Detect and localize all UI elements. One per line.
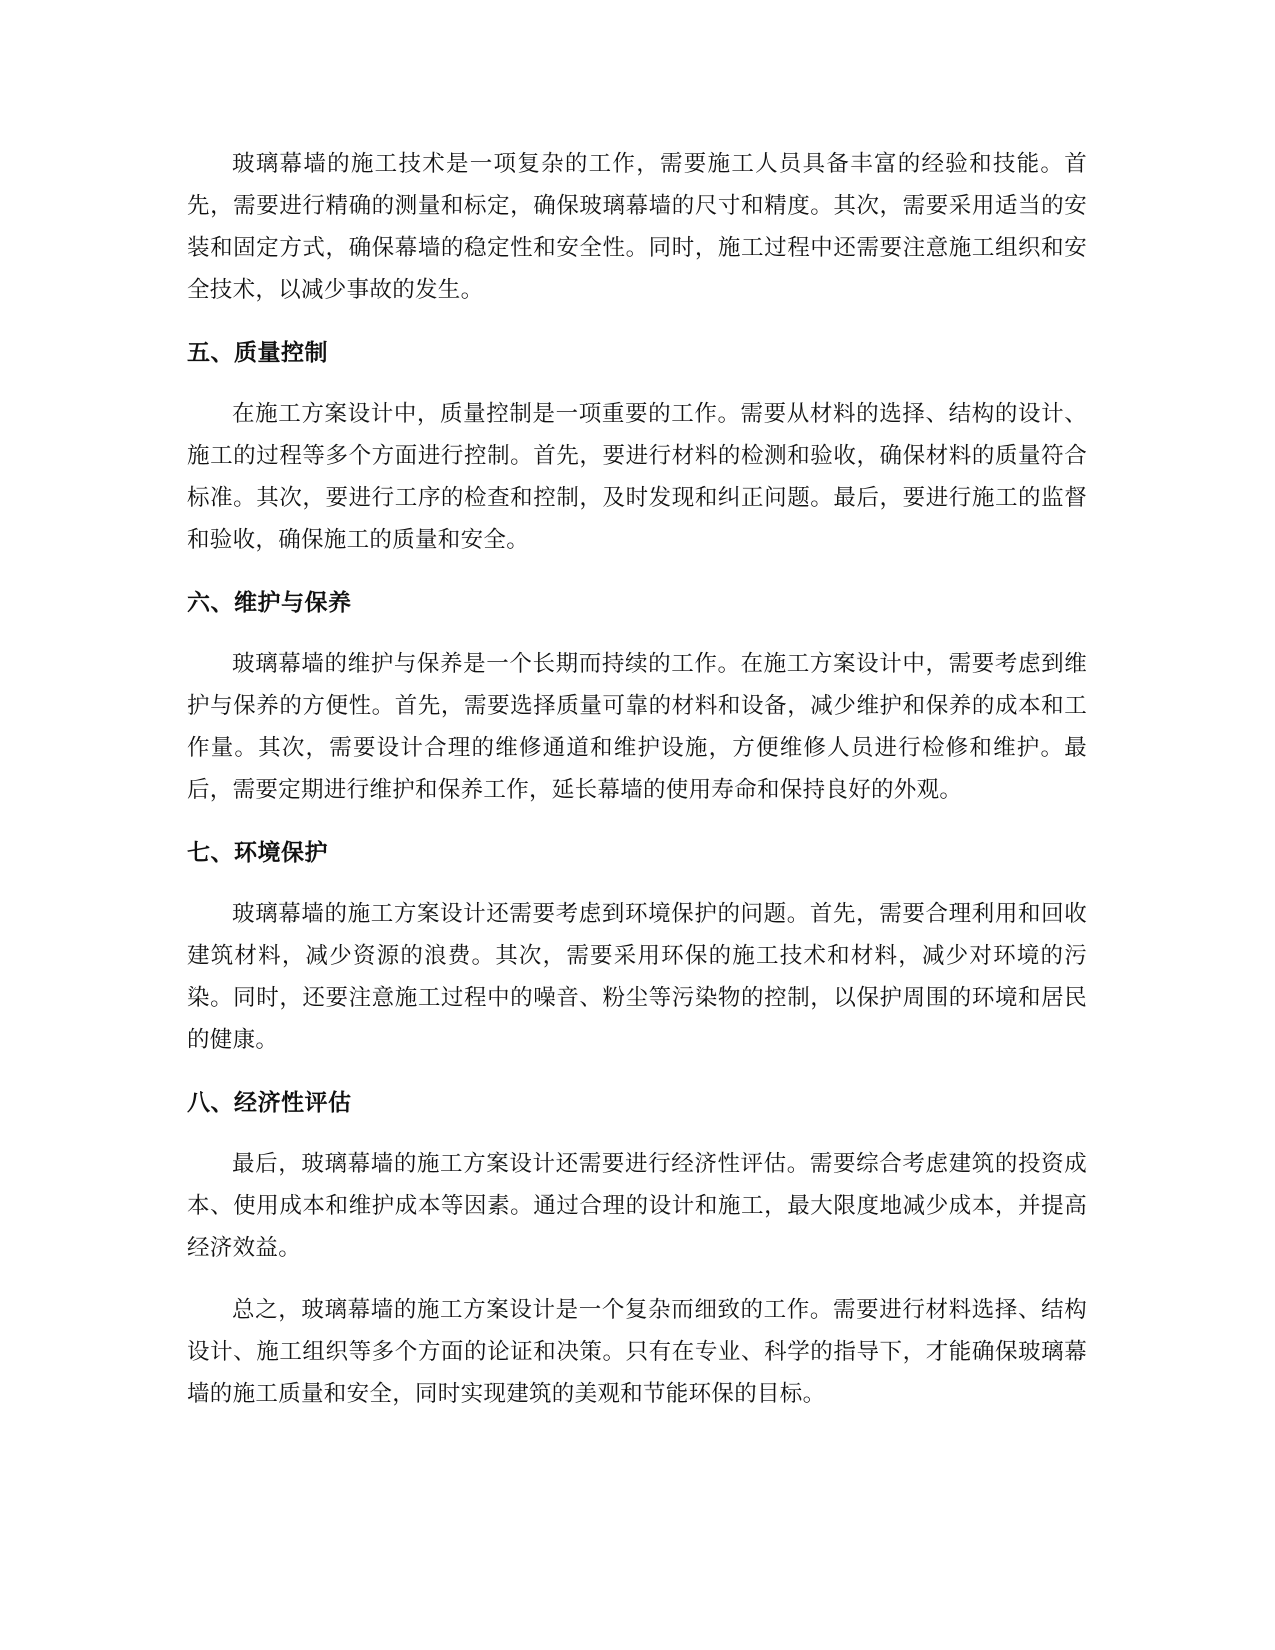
intro-paragraph: 玻璃幕墙的施工技术是一项复杂的工作，需要施工人员具备丰富的经验和技能。首先，需要进行精确的测量和标定，确保玻璃幕墙的尺寸和精度。其次，需要采用适当的安装和固定方式，确保幕墙的稳定性和安全性。同时，施工过程中还需要注意施工组织和安全技术，以减少事故的发生。 — [187, 151, 1087, 303]
section-paragraph-economic-evaluation: 最后，玻璃幕墙的施工方案设计还需要进行经济性评估。需要综合考虑建筑的投资成本、使用成本和维护成本等因素。通过合理的设计和施工，最大限度地减少成本，并提高经济效益。 — [187, 1151, 1087, 1261]
section-heading-maintenance: 六、维护与保养 — [187, 590, 352, 616]
document-body — [187, 143, 1087, 1435]
section-heading-quality-control: 五、质量控制 — [187, 340, 328, 366]
section-heading-environment: 七、环境保护 — [187, 840, 328, 866]
section-paragraph-maintenance: 玻璃幕墙的维护与保养是一个长期而持续的工作。在施工方案设计中，需要考虑到维护与保养的方便性。首先，需要选择质量可靠的材料和设备，减少维护和保养的成本和工作量。其次，需要设计合理的维修通道和维护设施，方便维修人员进行检修和维护。最后，需要定期进行维护和保养工作，延长幕墙的使用寿命和保持良好的外观。 — [187, 651, 1087, 803]
section-heading-economic-evaluation: 八、经济性评估 — [187, 1090, 352, 1116]
section-paragraph-quality-control: 在施工方案设计中，质量控制是一项重要的工作。需要从材料的选择、结构的设计、施工的过程等多个方面进行控制。首先，要进行材料的检测和验收，确保材料的质量符合标准。其次，要进行工序的检查和控制，及时发现和纠正问题。最后，要进行施工的监督和验收，确保施工的质量和安全。 — [187, 401, 1087, 553]
conclusion-paragraph: 总之，玻璃幕墙的施工方案设计是一个复杂而细致的工作。需要进行材料选择、结构设计、施工组织等多个方面的论证和决策。只有在专业、科学的指导下，才能确保玻璃幕墙的施工质量和安全，同时实现建筑的美观和节能环保的目标。 — [187, 1297, 1087, 1407]
section-paragraph-environment: 玻璃幕墙的施工方案设计还需要考虑到环境保护的问题。首先，需要合理利用和回收建筑材料，减少资源的浪费。其次，需要采用环保的施工技术和材料，减少对环境的污染。同时，还要注意施工过程中的噪音、粉尘等污染物的控制，以保护周围的环境和居民的健康。 — [187, 901, 1087, 1053]
